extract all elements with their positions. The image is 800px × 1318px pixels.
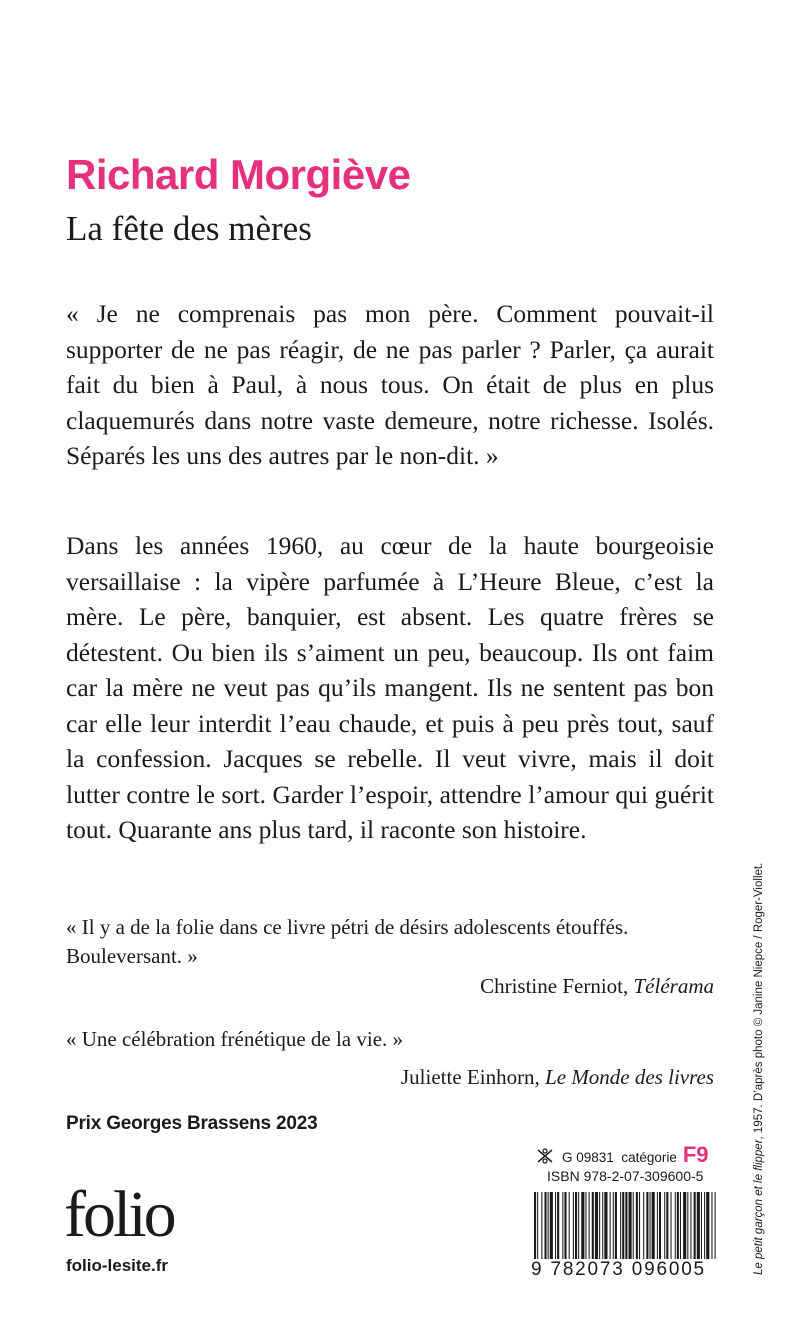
review-critic-2: Juliette Einhorn, [401,1065,546,1089]
isbn: ISBN 978-2-07-309600-5 [547,1168,704,1184]
photo-credit [752,805,766,1275]
catalog-info [534,1142,716,1168]
catalog-code: G 09831 [562,1150,614,1165]
barcode-digits: 9 782073 096005 [531,1259,717,1281]
review-attribution-1 [480,972,714,1001]
credit-text: , 1957. D’après photo © Janine Niepce / Roger-Viollet. [753,862,765,1140]
website-link[interactable]: folio-lesite.fr [66,1256,169,1275]
author-name: Richard Morgiève [66,151,411,198]
folio-logo: folio [64,1178,174,1251]
review-critic-1: Christine Ferniot, [480,974,634,998]
summary-paragraph: Dans les années 1960, au cœur de la haute bourgeoisie versaillaise : la vipère parfumée à L’Heure Bleue, c’est la mère. Le père, banquier, est absent. Les quatre frères se détestent. Ou bien ils s’aiment un peu, beaucoup. Ils ont faim car la mère ne veut pas qu’ils mangent. Ils ne sentent pas bon car elle leur interdit l’eau chaude, et puis à peu près tout, sauf la confession. Jacques se rebelle. Il veut vivre, mais il doit lutter contre le sort. Garder l’espoir, attendre l’amour qui guérit tout. Quarante ans plus tard, il raconte son histoire. [66,531,714,844]
review-publication-1: Télérama [633,974,714,998]
prize-label: Prix Georges Brassens 2023 [66,1113,318,1134]
gallimard-icon [534,1147,556,1165]
category-label: catégorie [621,1150,677,1165]
review-publication-2: Le Monde des livres [545,1065,714,1089]
excerpt-paragraph: « Je ne comprenais pas mon père. Comment pouvait-il supporter de ne pas réagir, de ne pas parler ? Parler, ça aurait fait du bien à Paul, à nous tous. On était de plus en plus claquemurés dans notre vaste demeure, notre richesse. Isolés. Séparés les uns des autres par le non-dit. » [66,299,714,470]
credit-title: Le petit garçon et le flipper [753,1139,765,1275]
category-code: F9 [682,1142,709,1167]
barcode [534,1192,716,1264]
review-quote-1: « Il y a de la folie dans ce livre pétri de désirs adolescents étouffés. Bouleversant. » [66,915,629,968]
review-quote-2: « Une célébration frénétique de la vie. » [66,1027,404,1051]
book-title: La fête des mères [66,209,312,248]
review-attribution-2 [401,1063,714,1092]
